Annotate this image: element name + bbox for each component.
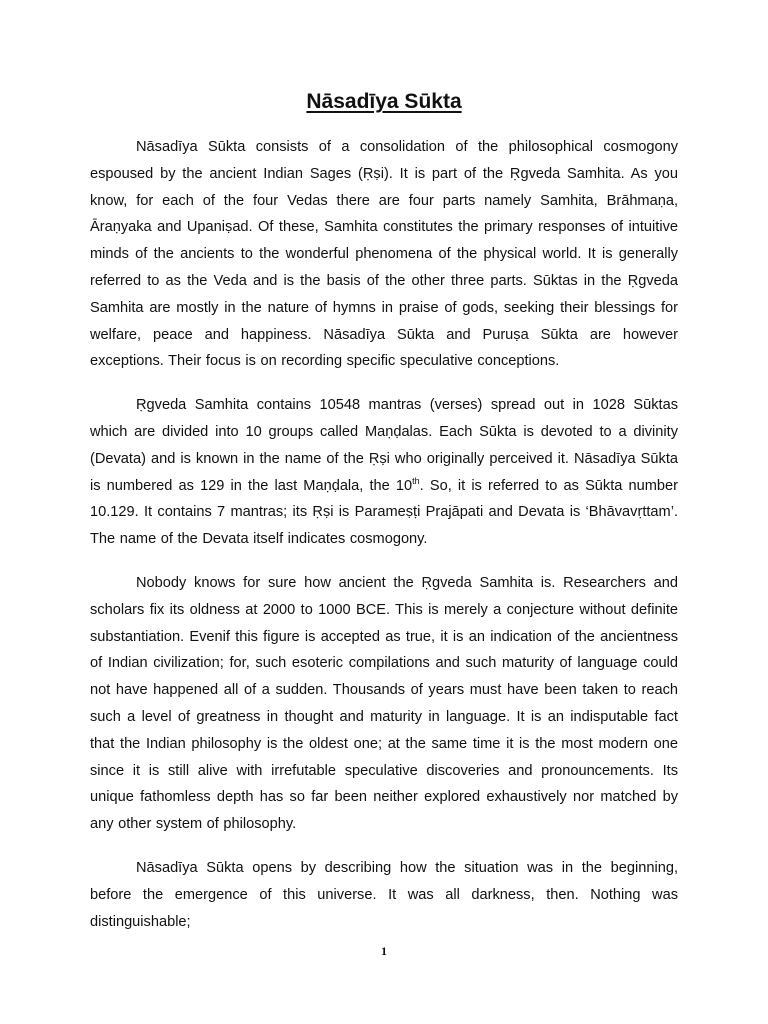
- paragraph-intro: Nāsadīya Sūkta consists of a consolidation of the philosophical cosmogony espoused by the ancient Indian Sages (Ṛṣi). It is part of the Ṛgveda Samhita. As you know, for each of the four Vedas there are four parts namely Samhita, Brāhmaṇa, Āraṇyaka and Upaniṣad. Of these, Samhita constitutes the primary responses of intuitive minds of the ancients to the wonderful phenomena of the physical world. It is generally referred to as the Veda and is the basis of the other three parts. Sūktas in the Ṛgveda Samhita are mostly in the nature of hymns in praise of gods, seeking their blessings for welfare, peace and happiness. Nāsadīya Sūkta and Puruṣa Sūkta are however exceptions. Their focus is on recording specific speculative conceptions.: [90, 139, 678, 370]
- ordinal-superscript: th: [412, 475, 420, 486]
- paragraph-antiquity: Nobody knows for sure how ancient the Ṛgveda Samhita is. Researchers and scholars fix its oldness at 2000 to 1000 BCE. This is merely a conjecture without definite substantiation. Evenif this figure is accepted as true, it is an indication of the ancientness of Indian civilization; for, such esoteric compilations and such maturity of language could not have happened all of a sudden. Thousands of years must have been taken to reach such a level of greatness in thought and maturity in language. It is an indisputable fact that the Indian philosophy is the oldest one; at the same time it is the most modern one since it is still alive with irrefutable speculative discoveries and pronouncements. Its unique fathomless depth has so far been neither explored exhaustively nor matched by any other system of philosophy.: [90, 574, 678, 833]
- paragraph-rgveda-text-end: . So, it is referred to as Sūkta number 10.129. It contains 7 mantras; its Ṛṣi is Parameṣṭi Prajāpati and Devata is ‘Bhāvavṛttam’. The name of the Devata itself indicates cosmogony.: [90, 477, 679, 548]
- document-body: [90, 134, 678, 935]
- paragraph-opening: Nāsadīya Sūkta opens by describing how the situation was in the beginning, before the emergence of this universe. It was all darkness, then. Nothing was distinguishable;: [90, 859, 678, 930]
- paragraph-rgveda-samhita: [90, 392, 678, 553]
- paragraph-rgveda-text-start: Ṛgveda Samhita contains 10548 mantras (verses) spread out in 1028 Sūktas which are divided into 10 groups called Maṇḍalas. Each Sūkta is devoted to a divinity (Devata) and is known in the name of the Ṛṣi who originally perceived it. Nāsadīya Sūkta is numbered as 129 in the last Maṇḍala, the 10: [90, 397, 678, 494]
- page-number: 1: [381, 944, 387, 958]
- page-title: Nāsadīya Sūkta: [306, 90, 462, 113]
